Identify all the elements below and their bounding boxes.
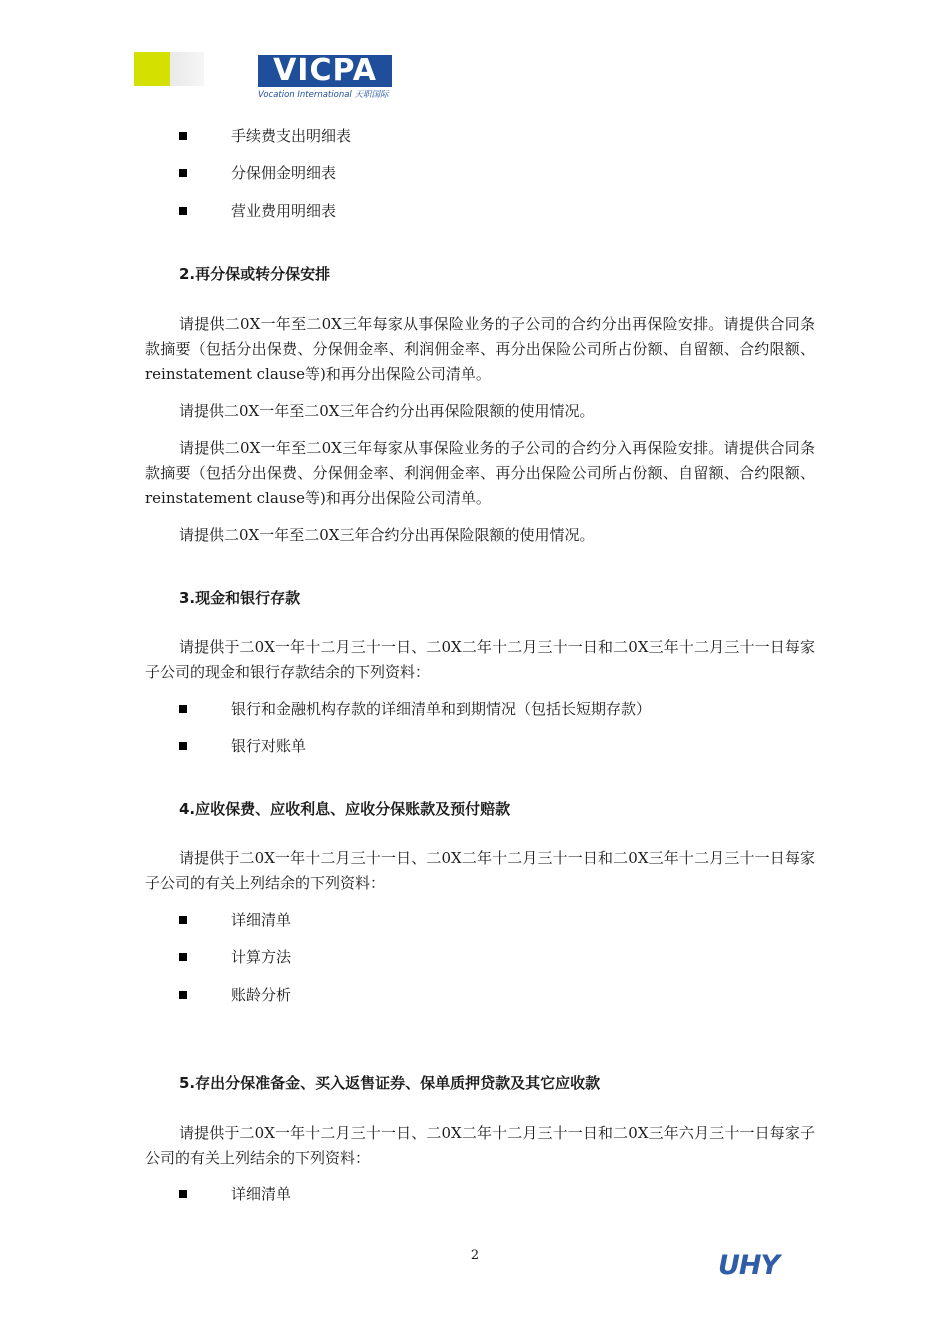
paragraph: 请提供二0X一年至二0X三年合约分出再保险限额的使用情况。 — [179, 402, 595, 420]
paragraph: 请提供二0X一年至二0X三年合约分出再保险限额的使用情况。 — [179, 526, 595, 544]
bullet-icon — [179, 132, 187, 140]
paragraph: 请提供二0X一年至二0X三年每家从事保险业务的子公司的合约分出再保险安排。请提供合同条款摘要（包括分出保费、分保佣金率、利润佣金率、再分出保险公司所占份额、自留额、合约限额、reinstatement clause等)和再分出保险公司清单。 — [145, 315, 815, 383]
paragraph: 请提供于二0X一年十二月三十一日、二0X二年十二月三十一日和二0X三年十二月三十一日每家子公司的有关上列结余的下列资料： — [145, 849, 815, 892]
brand-color-blocks — [134, 52, 204, 86]
list-item: 银行对账单 — [231, 737, 307, 755]
list-item: 银行和金融机构存款的详细清单和到期情况（包括长短期存款） — [231, 700, 652, 718]
bullet-icon — [179, 1190, 187, 1198]
section-heading: 3.现金和银行存款 — [179, 589, 301, 607]
section-heading: 2.再分保或转分保安排 — [179, 265, 331, 283]
paragraph: 请提供于二0X一年十二月三十一日、二0X二年十二月三十一日和二0X三年十二月三十一日每家子公司的现金和银行存款结余的下列资料： — [145, 638, 815, 681]
vicpa-logo: VICPA — [258, 55, 392, 87]
list-item: 账龄分析 — [231, 986, 292, 1004]
list-item: 详细清单 — [231, 911, 292, 929]
bullet-icon — [179, 169, 187, 177]
page-number: 2 — [470, 1248, 480, 1263]
list-item: 详细清单 — [231, 1185, 292, 1203]
section-heading: 4.应收保费、应收利息、应收分保账款及预付赔款 — [179, 800, 511, 818]
bullet-icon — [179, 991, 187, 999]
uhy-logo: UHY — [718, 1250, 780, 1281]
paragraph: 请提供于二0X一年十二月三十一日、二0X二年十二月三十一日和二0X三年六月三十一日每家子公司的有关上列结余的下列资料： — [145, 1124, 815, 1167]
bullet-icon — [179, 207, 187, 215]
list-item: 分保佣金明细表 — [231, 164, 337, 182]
section-heading: 5.存出分保准备金、买入返售证券、保单质押贷款及其它应收款 — [179, 1074, 601, 1092]
bullet-icon — [179, 953, 187, 961]
list-item: 营业费用明细表 — [231, 202, 337, 220]
list-item: 手续费支出明细表 — [231, 127, 352, 145]
bullet-icon — [179, 916, 187, 924]
paragraph: 请提供二0X一年至二0X三年每家从事保险业务的子公司的合约分入再保险安排。请提供合同条款摘要（包括分出保费、分保佣金率、利润佣金率、再分出保险公司所占份额、自留额、合约限额、reinstatement clause等)和再分出保险公司清单。 — [145, 439, 815, 507]
bullet-icon — [179, 742, 187, 750]
list-item: 计算方法 — [231, 948, 292, 966]
bullet-icon — [179, 705, 187, 713]
vicpa-logo-subtitle: Vocation International 天职国际 — [258, 90, 389, 100]
